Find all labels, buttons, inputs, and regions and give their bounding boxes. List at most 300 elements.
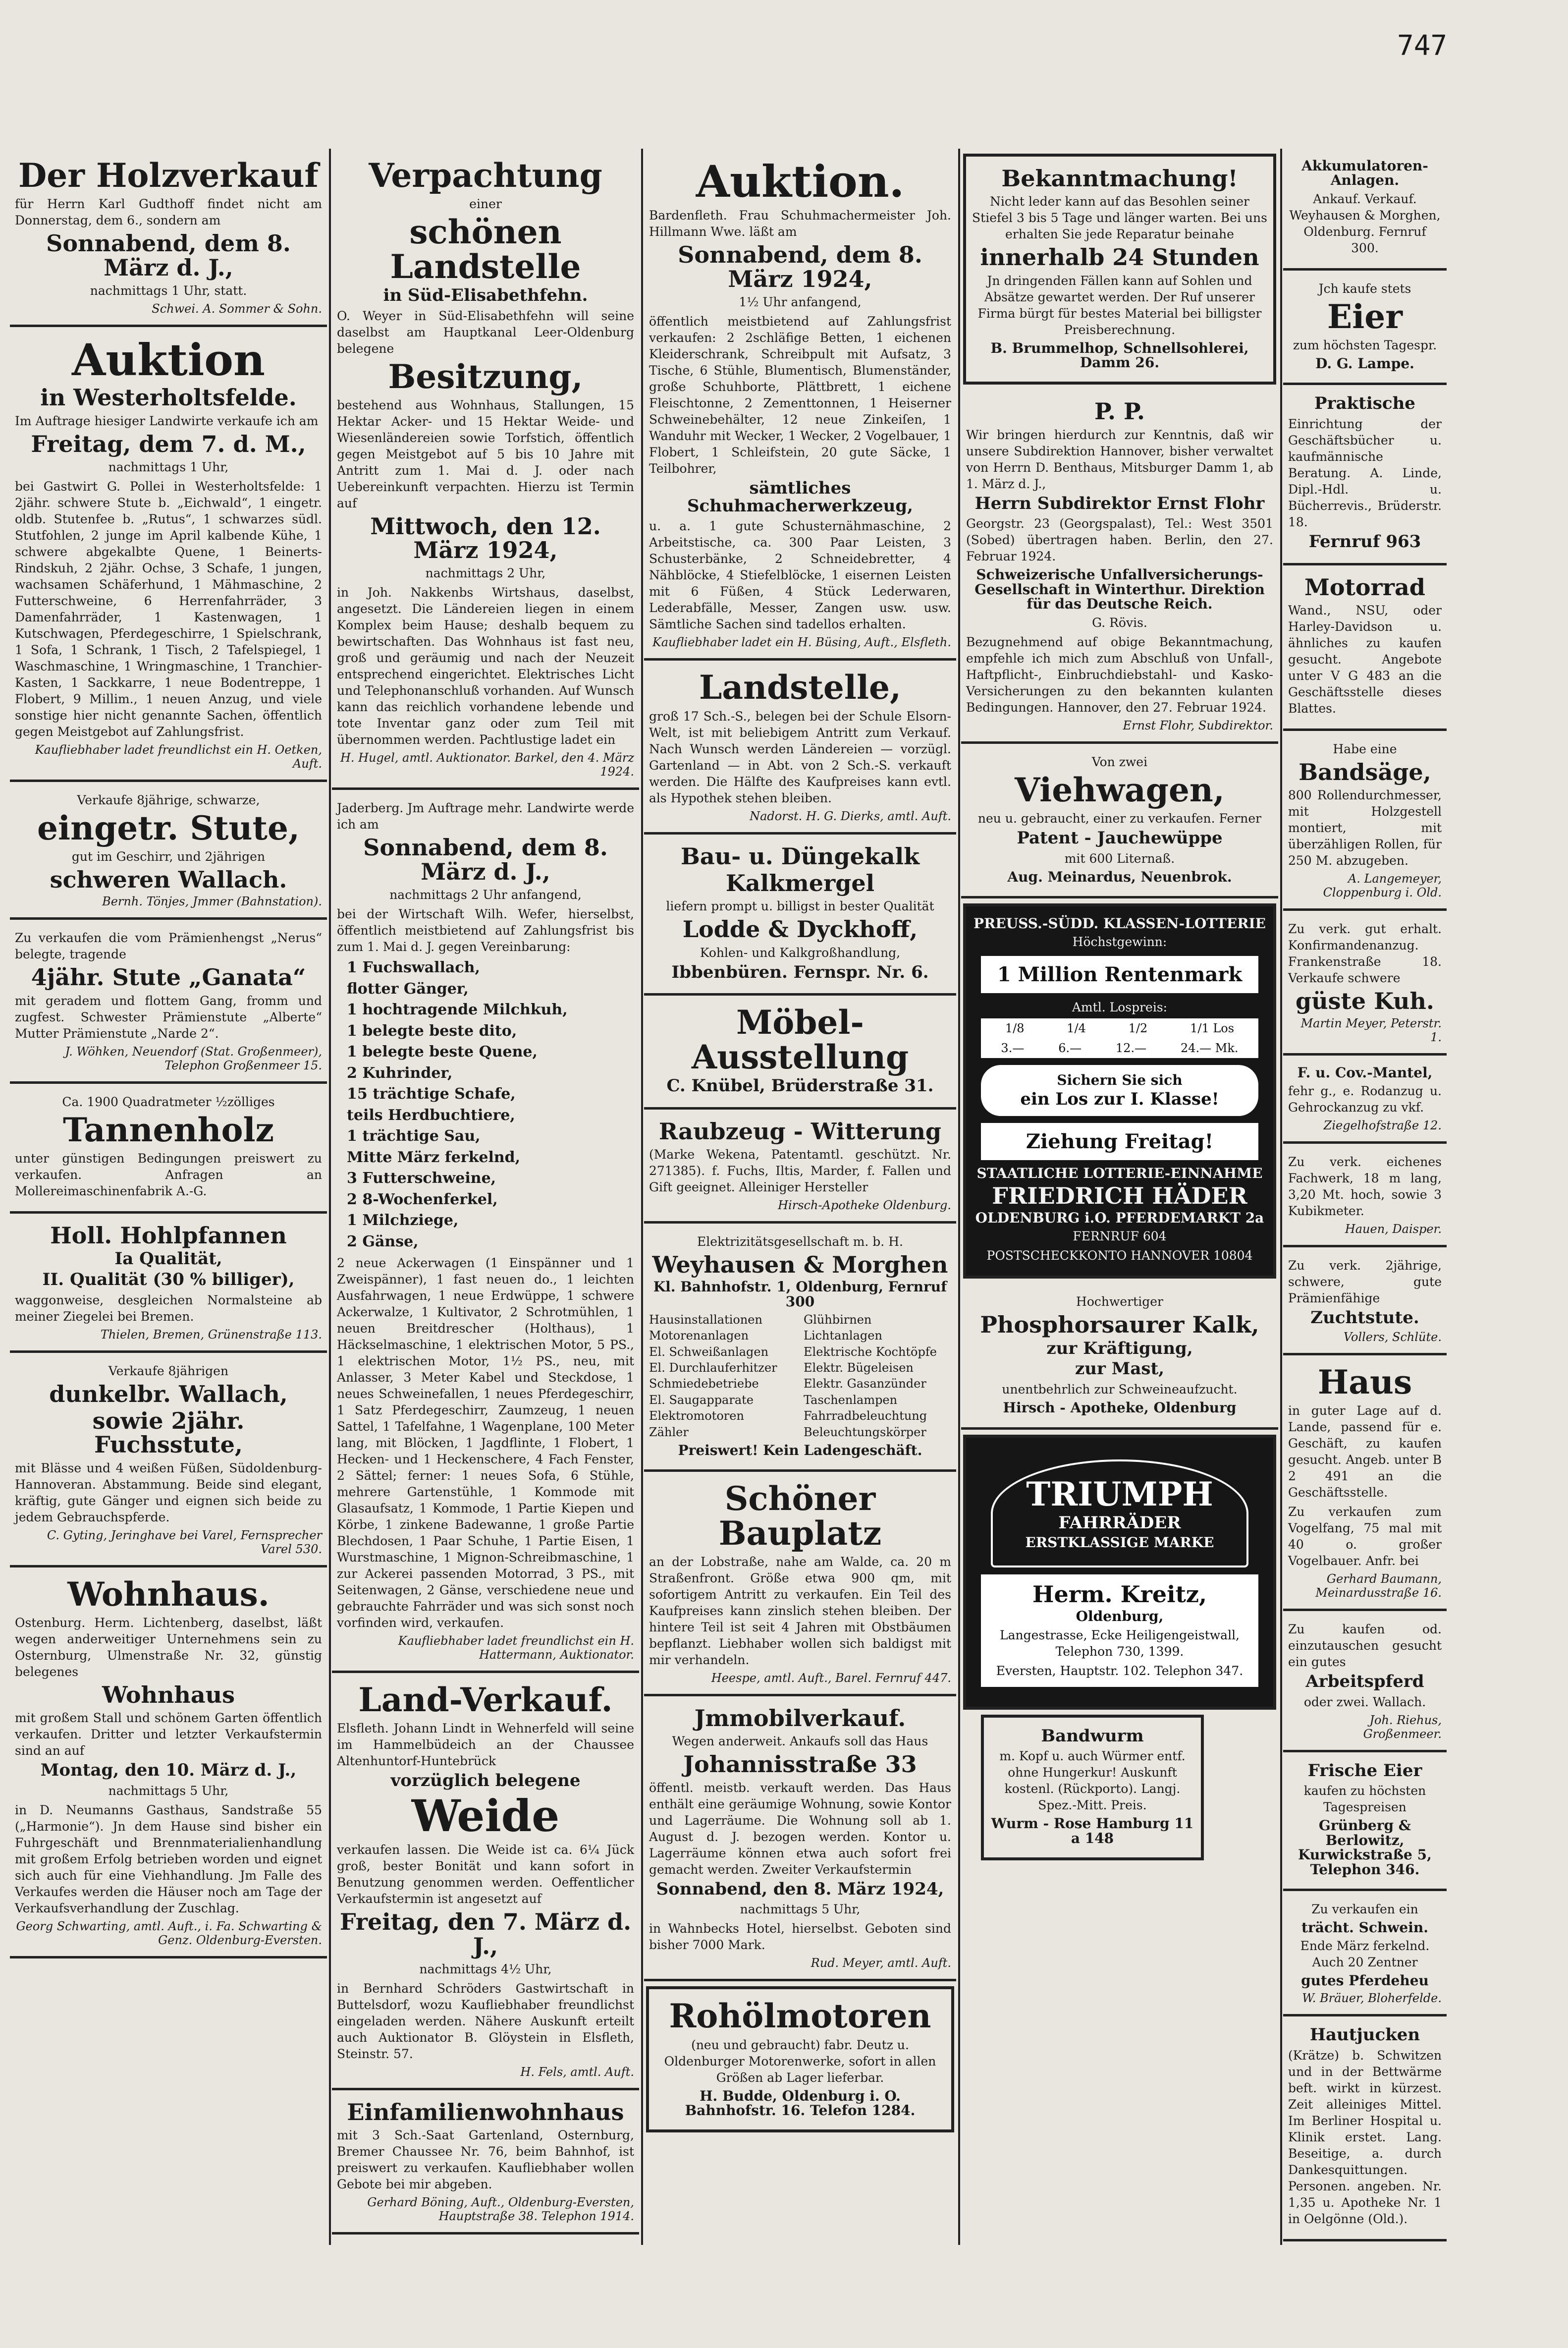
ad-signature: Martin Meyer, Peterstr. 1. [1300,1016,1442,1044]
ad-triumph-fahrraeder [963,1435,1276,1710]
ad-text: Elsfleth. Johann Lindt in Wehnerfeld will seine im Hammelbüdeich an der Chaussee Altenhuntorf-Huntebrück [337,1721,634,1769]
ad-headline: innerhalb 24 Stunden [980,244,1259,271]
column-rule [1280,149,1282,2245]
ad-text: O. Weyer in Süd-Elisabethfehn will seine daselbst am Hauptkanal Leer-Oldenburg belegene [337,308,634,356]
ad-akkumulatoren [1283,149,1447,271]
ad-headline: gutes Pferdeheu [1301,1972,1429,1989]
ad-holzverkauf [10,149,327,327]
ad-time: nachmittags 2 Uhr, [425,566,546,581]
column-rule [958,149,960,2245]
list-item: 1 Milchziege, [347,1212,459,1230]
ad-time: nachmittags 2 Uhr anfangend, [389,888,582,902]
ad-headline: Weide [411,1790,560,1842]
ad-stute-ganata [10,920,327,1083]
ad-headline: Johannisstraße 33 [683,1751,917,1778]
ad-text: 800 Rollendurchmesser, mit Holzgestell montiert, mit überzähligen Rollen, für 250 M. abzugeben. [1288,788,1442,868]
column-rule [641,149,643,2245]
ad-headline: Einfamilienwohnhaus [347,2099,624,2126]
ad-time: nachmittags 1 Uhr, [108,459,229,474]
ad-text: Eversten, Hauptstr. 102. Telephon 347. [996,1663,1244,1678]
ad-text: Zu verk. eichenes Fachwerk, 18 m lang, 3,20 Mt. hoch, sowie 3 Kubikmeter. [1288,1155,1442,1219]
ad-text: Hochwertiger [1076,1294,1163,1309]
ad-signature: W. Bräuer, Bloherfelde. [1302,1991,1442,2005]
ad-text: kaufen zu höchsten Tagespreisen [1303,1784,1426,1815]
list-item: 2 Kuhrinder, [347,1064,453,1082]
list-item: 1 belegte beste dito, [347,1022,517,1040]
ad-footer: FERNRUF 604 [1073,1229,1167,1244]
ad-text: Elektrizitätsgesellschaft m. b. H. [697,1234,903,1249]
ad-wallach [10,1353,327,1567]
column-5 [1283,149,1447,2255]
ad-date: Sonnabend, dem 8. März 1924, [678,241,922,292]
ad-time: nachmittags 5 Uhr, [108,1783,229,1798]
list-item: 15 trächtige Schafe, [347,1085,516,1103]
ad-headline: sämtliches Schuhmacherwerkzeug, [687,478,914,516]
column-3 [644,149,956,2255]
ad-bauplatz [644,1472,956,1696]
ad-text: groß 17 Sch.-S., belegen bei der Schule Elsorn-Welt, ist mit beliebigem Antritt zum Verkauf. Nach Wunsch werden Ländereien — vorzügl. Gartenland — in Abt. von 2 Sch.-S. verkauft werden. Die Hälfte des Kaufpreises kann evtl. als Hypothek stehen bleiben. [649,709,951,805]
ad-headline: Raubzeug - Witterung [658,1118,942,1145]
ad-text: Bardenfleth. Frau Schuhmachermeister Joh. Hillmann Wwe. läßt am [649,208,951,239]
ad-headline: Viehwagen, [1015,770,1225,809]
ad-motorrad [1283,565,1447,731]
list-item: flotter Gänger, [347,980,469,998]
ad-duengekalk [644,835,956,996]
ad-date: Sonnabend, dem 8. März d. J., [46,230,291,281]
lot-fraction-row [981,1018,1258,1038]
ad-headline: Herrn Subdirektor Ernst Flohr [974,493,1265,513]
ad-text: Bezugnehmend auf obige Bekanntmachung, empfehle ich mich zum Abschluß von Unfall-, Haftpflicht-, Einbruchdiebstahl- und Kasko-Versicherungen zu den bekannten kulanten Bedingungen. Hannover, den 27. Februar 1924. [966,634,1273,715]
ad-zuchtstute [1283,1247,1447,1355]
ad-headline: Landstelle, [699,668,902,707]
ad-text: in D. Neumanns Gasthaus, Sandstraße 55 („Harmonie“). Jn dem Hause sind bisher ein Fuhrgeschäft und Brennmaterialienhandlung mit großem Erfolg betrieben worden und eignet sich auch für eine Viehhandlung. Jm Falle des Verkaufes werden die Häuser noch am Tage der Verkaufsverhandlung der Zuschlag. [15,1802,322,1915]
ad-text: waggonweise, desgleichen Normalsteine ab meiner Ziegelei bei Bremen. [15,1292,322,1324]
ad-mantel [1283,1056,1447,1144]
ad-signature: H. Hugel, amtl. Auktionator. Barkel, den 4. März 1924. [340,751,634,779]
ad-subheadline: Oldenburg, [1076,1608,1164,1625]
lottery-cta [981,1065,1258,1116]
ad-signature: Kaufliebhaber ladet freundlichst ein H. Oetken, Auft. [35,742,322,771]
ad-raubzeug-witterung [644,1110,956,1224]
ad-headline: Phosphorsaurer Kalk, [980,1311,1259,1339]
ad-headline: Lodde & Dyckhoff, [682,916,918,943]
list-item: 1 belegte beste Quene, [347,1043,538,1061]
list-item: 1 trächtige Sau, [347,1127,481,1145]
ad-subheadline: II. Qualität (30 % billiger), [42,1270,295,1290]
ad-subheadline: zur Kräftigung, [1046,1338,1193,1358]
ad-text: Höchstgewinn: [1072,935,1167,950]
list-item: Glühbirnen [804,1312,872,1327]
ad-frische-eier [1283,1752,1447,1891]
ad-verpachtung [332,149,639,790]
ad-text: Im Auftrage hiesiger Landwirte verkaufe ich am [15,413,319,428]
ad-schwein-pferdeheu [1283,1891,1447,2016]
ad-immobilverkauf [644,1696,956,1981]
ad-text: unter günstigen Bedingungen preiswert zu verkaufen. Anfragen an Mollereimaschinenfabrik A.-G. [15,1151,322,1199]
ad-text: bei der Wirtschaft Wilh. Wefer, hierselbst, öffentlich meistbietend auf Zahlungsfrist bis zum 1. Mai d. J. gegen Vereinbarung: [337,907,634,954]
ad-headline: Fernruf 963 [1308,532,1421,552]
ad-text: Nicht leder kann auf das Besohlen seiner Stiefel 3 bis 5 Tage und länger warten. Bei uns erhalten Sie jede Reparatur beinahe [972,194,1267,242]
ad-signature: Kaufliebhaber ladet freundlichst ein H. Hattermann, Auktionator. [398,1634,634,1662]
ad-headline: Auktion. [696,156,905,207]
column-4 [961,149,1278,2255]
list-item: Mitte März ferkelnd, [347,1148,521,1166]
ad-auktion-bardenfleth [644,149,956,661]
ad-headline: eingetr. Stute, [37,808,300,847]
ad-headline: Rohölmotoren [669,1997,931,2036]
ad-jaderberg-auktion [332,790,639,1673]
ad-signature: Joh. Riehus, Großenmeer. [1363,1713,1442,1741]
ad-text: Zu verkaufen die vom Prämienhengst „Nerus“ belegte, tragende [15,931,322,962]
ad-klassenlotterie [963,903,1276,1279]
ad-headline: 1 Million Rentenmark [981,956,1258,993]
ad-signature: Grünberg & Berlowitz, Kurwickstraße 5, Telephon 346. [1298,1817,1432,1878]
ad-headline: Frische Eier [1307,1760,1422,1781]
ad-headline: Schöner Bauplatz [718,1479,882,1553]
ad-signature: C. Knübel, Brüderstraße 31. [666,1075,934,1096]
ad-buchfuehrung [1283,385,1447,565]
ad-top-line: PREUSS.-SÜDD. KLASSEN-LOTTERIE [973,915,1266,932]
ad-haus [1283,1355,1447,1611]
ad-text: mit großem Stall und schönem Garten öffentlich verkaufen. Dritter und letzter Verkaufstermin sind an auf [15,1711,322,1758]
ad-headline: dunkelbr. Wallach, [49,1380,288,1407]
ad-text: mit Blässe und 4 weißen Füßen, Südoldenburg-Hannoveran. Abstammung. Beide sind elegant, kräftig, gute Gänger und eignen sich beide zu jedem Gebrauchspferde. [15,1460,322,1524]
logo-text: TRIUMPH [1026,1474,1213,1513]
ad-signature: Ziegelhofstraße 12. [1323,1118,1442,1133]
ad-signature: Ibbenbüren. Fernspr. Nr. 6. [671,962,929,982]
ad-headline: schönen Landstelle [390,213,581,286]
ad-arbeitspferd [1283,1611,1447,1752]
ad-text: neu u. gebraucht, einer zu verkaufen. Ferner [977,811,1262,826]
ad-signature: Vollers, Schlüte. [1343,1330,1442,1344]
ad-signature: J. Wöhken, Neuendorf (Stat. Großenmeer), Telephon Großenmeer 15. [65,1044,322,1072]
ad-headline: Verpachtung [369,156,602,195]
ad-footer: Preiswert! Kein Ladengeschäft. [678,1442,922,1459]
ad-einfamilienwohnhaus [332,2090,639,2235]
ad-signature: Hauen, Daisper. [1345,1222,1442,1236]
list-item: 3 Futterschweine, [347,1170,496,1187]
ad-text: bestehend aus Wohnhaus, Stallungen, 15 Hektar Acker- und 15 Hektar Weide- und Wiesenländereien sowie Torfstich, öffentlich gegen Meistgebot auf 5 bis 10 Jahre mit Antritt zum 1. Mai d. J. oder nach Uebereinkunft verpachten. Hierzu ist Termin auf [337,397,634,510]
ad-text: Jn dringenden Fällen kann auf Sohlen und Absätze gewartet werden. Der Ruf unserer Firma bürgt für bestes Material bei billigster Preisberechnung. [977,273,1262,337]
lot-price: 6.— [1058,1041,1082,1056]
ad-text: Langestrasse, Ecke Heiligengeistwall, Telephon 730, 1399. [999,1627,1240,1659]
ad-headline: Patent - Jauchewüppe [1017,828,1223,848]
service-column-left [649,1312,797,1440]
ad-guste-kuh [1283,911,1447,1055]
service-column-right [804,1312,951,1440]
ad-headline: Holl. Hohlpfannen [50,1222,287,1249]
list-item: Fahrradbeleuchtung [804,1409,927,1423]
lot-price: 12.— [1115,1041,1147,1056]
ad-text: mit 600 Liternaß. [1064,851,1175,866]
list-item: 2 8-Wochenferkel, [347,1190,498,1208]
ad-tannenholz [10,1084,327,1214]
ad-footer: STAATLICHE LOTTERIE-EINNAHME [976,1165,1263,1182]
ad-phosphorsaurer-kalk [961,1284,1278,1429]
ad-headline: Jmmobilverkauf. [694,1705,906,1732]
service-list [649,1312,951,1440]
ad-headline: F. u. Cov.-Mantel, [1297,1064,1433,1081]
ad-date: Mittwoch, den 12. März 1924, [370,512,601,564]
list-item: 2 Gänse, [347,1232,419,1250]
ad-text: m. Kopf u. auch Würmer entf. ohne Hungerkur! Auskunft kostenl. (Rückporto). Langj. Spez.-Mitt. Preis. [999,1749,1186,1813]
ad-headline: Weyhausen & Morghen [652,1251,948,1278]
ad-headline: Tannenholz [62,1110,274,1149]
ad-headline: Wohnhaus. [67,1574,270,1614]
ad-text: Kohlen- und Kalkgroßhandlung, [700,945,901,960]
ad-signature: Georg Schwarting, amtl. Auft., i. Fa. Schwarting & Genz. Oldenburg-Eversten. [16,1919,322,1947]
ad-signature: Thielen, Bremen, Grünenstraße 113. [100,1327,322,1342]
ad-stute [10,782,327,920]
ad-text: verkaufen lassen. Die Weide ist ca. 6¼ Jück groß, bester Bonität und kann sofort in Benutzung genommen werden. Oeffentlicher Verkaufstermin ist angesetzt auf [337,1843,634,1906]
ad-signature: Gerhard Baumann, Meinardusstraße 16. [1315,1572,1442,1600]
list-item: El. Durchlauferhitzer [649,1361,777,1375]
ad-text: Wand., NSU, oder Harley-Davidson u. ähnliches zu kaufen gesucht. Angebote unter V G 483 an die Geschäftsstelle dieses Blattes. [1288,603,1442,716]
ad-text: fehr g., e. Rodanzug u. Gehrockanzug zu vkf. [1288,1084,1442,1115]
triumph-logo [991,1459,1248,1567]
ad-signature: Rud. Meyer, amtl. Auft. [811,1956,951,1970]
ad-text: Georgstr. 23 (Georgspalast), Tel.: West 3501 (Sobed) übertragen haben. Berlin, den 27. Februar 1924. [966,516,1273,564]
ad-text: zum höchsten Tagespr. [1293,338,1437,353]
list-item: Elektrische Kochtöpfe [804,1344,937,1359]
ad-text: Wir bringen hierdurch zur Kenntnis, daß wir unsere Subdirektion Hannover, bisher verwaltet von Herrn D. Benthaus, Mitsburger Damm 1, ab 1. März d. J., [966,427,1273,491]
column-2 [332,149,639,2255]
ad-time: 1½ Uhr anfangend, [739,294,862,309]
ad-headline: sowie 2jähr. Fuchsstute, [92,1407,245,1458]
ad-headline: Motorrad [1304,573,1425,601]
ad-signature: Wurm - Rose Hamburg 11 a 148 [991,1815,1194,1846]
ad-text: G. Rövis. [1092,615,1147,630]
ad-text: mit 3 Sch.-Saat Gartenland, Osternburg, Bremer Chaussee Nr. 76, beim Bahnhof, ist preiswert zu verkaufen. Kaufliebhaber wollen Gebote bei mir abgeben. [337,2128,634,2192]
list-item: Schmiedebetriebe [649,1377,759,1391]
ad-signature: Heespe, amtl. Auft., Barel. Fernruf 447. [711,1671,951,1685]
ad-signature: Hirsch-Apotheke Oldenburg. [778,1198,951,1212]
ad-text: (Krätze) b. Schwitzen und in der Bettwärme beft. wirkt in kürzest. Zeit alleiniges Mittel. Im Berliner Hospital u. Klinik erstet. Lang. Beseitige, a. durch Dankesquittungen. Personen. angeben. Nr. 1,35 u. Apotheke Nr. 1 in Oelgönne (Old.). [1288,2048,1442,2226]
ad-signature: Aug. Meinardus, Neuenbrok. [1007,868,1232,885]
ad-headline: Hautjucken [1309,2024,1420,2045]
ad-text: (Marke Wekena, Patentamtl. geschützt. Nr. 271385). f. Fuchs, Iltis, Marder, f. Fallen und Gift geeignet. Alleiniger Hersteller [649,1147,951,1194]
ad-headline: Bandsäge, [1298,759,1431,786]
ad-signature: A. Langemeyer, Cloppenburg i. Old. [1323,872,1442,900]
ad-signature: D. G. Lampe. [1315,355,1414,372]
ad-bekanntmachung [963,154,1276,385]
ad-text: Zu verkaufen zum Vogelfang, 75 mal mit 40 o. großer Vogelbauer. Anfr. bei [1288,1505,1442,1568]
ad-footer: OLDENBURG i.O. PFERDEMARKT 2a [975,1210,1264,1227]
ad-headline: Praktische [1314,393,1415,414]
ad-date: Freitag, den 7. März d. J., [339,1908,632,1959]
ad-text: Ende März ferkelnd. Auch 20 Zentner [1300,1939,1430,1970]
ad-headline: P. P. [1094,398,1145,425]
ad-wohnhaus [10,1567,327,1958]
ad-time: nachmittags 4½ Uhr, [419,1962,552,1977]
ad-headline: Arbeitspferd [1305,1672,1424,1692]
list-item: Taschenlampen [804,1393,898,1407]
ad-bandsaege [1283,731,1447,911]
ad-fachwerk [1283,1144,1447,1247]
list-item: teils Herdbuchtiere, [347,1106,515,1124]
ad-headline: Akkumulatoren-Anlagen. [1301,158,1428,189]
list-item: El. Schweißanlagen [649,1344,769,1359]
ad-text: Ankauf. Verkauf. Weyhausen & Morghen, Oldenburg. Fernruf 300. [1289,191,1441,255]
list-item: Elektr. Gasanzünder [804,1377,926,1391]
ad-text: Jaderberg. Jm Auftrage mehr. Landwirte werde ich am [337,801,634,832]
ad-headline: Bau- u. Düngekalk [681,842,919,870]
ad-headline: Land-Verkauf. [358,1680,613,1720]
ad-headline: güste Kuh. [1296,988,1434,1015]
ad-subheadline: zur Mast, [1075,1359,1165,1379]
ad-footer: POSTSCHECKKONTO HANNOVER 10804 [986,1248,1253,1263]
lot-fraction: 1/1 Los [1190,1021,1235,1036]
ad-text: Verkaufe 8jährige, schwarze, [77,792,260,807]
ad-hohlpfannen [10,1214,327,1353]
ad-text: öffentl. meistb. verkauft werden. Das Haus enthält eine geräumige Wohnung, sowie Kontor und Lagerräume. Die Wohnung soll ab 1. August d. J. bezogen werden. Kontor u. Lagerräume können etwa auch sofort frei gemacht werden. Zweiter Verkaufstermin [649,1780,951,1877]
ad-signature: Schwei. A. Sommer & Sohn. [152,301,322,316]
ad-headline: Möbel-Ausstellung [691,1003,909,1076]
ad-text: (neu und gebraucht) fabr. Deutz u. Oldenburger Motorenwerke, sofort in allen Größen ab Lager lieferbar. [664,2037,936,2085]
list-item: El. Saugapparate [649,1393,754,1407]
list-item: Motorenanlagen [649,1329,749,1343]
ad-versicherung [961,390,1278,743]
ad-eier-lampe [1283,271,1447,386]
ad-date: Sonnabend, dem 8. März d. J., [363,834,608,885]
ad-text: Verkaufe 8jährigen [108,1363,229,1378]
ad-text: für Herrn Karl Gudthoff findet nicht am Donnerstag, dem 6., sondern am [15,197,322,228]
ad-text: Ostenburg. Herm. Lichtenberg, daselbst, läßt wegen anderweitiger Unternehmens sein zu Osternburg, Ulmenstraße Nr. 32, günstig belegenes [15,1615,322,1679]
ad-hautjucken [1283,2016,1447,2241]
ad-signature: H. Fels, amtl. Auft. [520,2065,634,2079]
ad-date: Montag, den 10. März d. J., [40,1760,297,1781]
ad-text: einer [469,197,502,212]
ad-headline: Wohnhaus [102,1681,235,1708]
lottery-draw-date: Ziehung Freitag! [981,1123,1258,1160]
ad-text: Zu verk. gut erhalt. Konfirmandenanzug. Frankenstraße 18. Verkaufe schwere [1288,922,1442,986]
ad-headline: Besitzung, [388,357,583,396]
list-item: 1 Fuchswallach, [347,959,480,977]
ad-headline: Bekanntmachung! [1001,165,1238,192]
ad-headline: Haus [1317,1362,1412,1401]
ad-headline: schweren Wallach. [50,866,287,894]
ad-moebel-ausstellung [644,996,956,1109]
list-item: Elektromotoren [649,1409,744,1423]
ad-text: Jch kaufe stets [1318,281,1411,296]
ad-headline: trächt. Schwein. [1301,1919,1428,1936]
ad-signature: B. Brummelhop, Schnellsohlerei, Damm 26. [990,339,1249,371]
ad-signature: Hirsch - Apotheke, Oldenburg [1003,1399,1237,1416]
logo-text: ERSTKLASSIGE MARKE [1025,1534,1214,1551]
ad-text: Von zwei [1091,754,1148,769]
ad-text: in Joh. Nakkenbs Wirtshaus, daselbst, angesetzt. Die Ländereien liegen in einem Komplex beim Hause; deshalb bequem zu bewirtschaften. Das Wohnhaus ist fast neu, groß und geräumig und nach der Neuzeit entsprechend eingerichtet. Elektrisches Licht und Telephonanschluß vorhanden. Auf Wunsch kann das reichlich vorhandene lebende und tote Inventar ganz oder zum Teil mit übernommen werden. Pachtlustige ladet ein [337,585,634,747]
ad-time: nachmittags 1 Uhr, statt. [90,283,247,298]
ad-text: u. a. 1 gute Schusternähmaschine, 2 Arbeitstische, ca. 300 Paar Leisten, 3 Schusterbänke, 2 Schneidebretter, 4 Nähblöcke, 4 Stiefelblöcke, 1 eisernen Leisten mit 6 Füßen, 4 Stück Lederwaren, Lederabfälle, Messer, Zangen usw. usw. Sämtliche Sachen sind tadellos erhalten. [649,519,951,632]
ad-headline: Kalkmergel [725,869,875,896]
ad-date: Sonnabend, den 8. März 1924, [656,1879,944,1899]
ad-signature: H. Budde, Oldenburg i. O. Bahnhofstr. 16. Telefon 1284. [685,2087,916,2119]
ad-subheadline: Ia Qualität, [114,1249,222,1269]
ad-headline: Schweizerische Unfallversicherungs-Gesellschaft in Winterthur. Direktion für das Deutsche Reich. [974,566,1265,613]
ad-footer: FRIEDRICH HÄDER [992,1182,1247,1209]
lot-fraction: 1/8 [1005,1021,1025,1036]
ad-text: Zu verkaufen ein [1311,1902,1418,1917]
list-item: Hausinstallationen [649,1312,762,1327]
ad-signature: Kaufliebhaber ladet ein H. Büsing, Auft., Elsfleth. [652,635,951,650]
ad-text: Amtl. Lospreis: [1072,1000,1168,1015]
ad-subheadline: in Westerholtsfelde. [40,384,297,411]
dealer-box [981,1574,1258,1687]
ad-time: nachmittags 5 Uhr, [740,1902,861,1917]
ad-text: unentbehrlich zur Schweineaufzucht. [1002,1382,1238,1397]
ad-headline: Auktion [72,334,265,386]
ad-text: in guter Lage auf d. Lande, passend für e. Geschäft, zu kaufen gesucht. Angeb. unter B 2 491 an die Geschäftsstelle. [1288,1403,1442,1500]
ad-headline: Bandwurm [1041,1726,1144,1746]
ad-text: an der Lobstraße, nahe am Walde, ca. 20 m Straßenfront. Größe etwa 900 qm, mit sofortigem Antritt zu verkaufen. Ein Teil des Kaufpreises kann zinslich stehen bleiben. Der hintere Teil ist seit 4 Jahren mit Obstbäumen bepflanzt. Liebhaber wollen sich baldigst mit mir verhandeln. [649,1555,951,1667]
list-item: Zähler [649,1425,689,1439]
ad-signature: Gerhard Böning, Auft., Oldenburg-Eversten, Hauptstraße 38. Telephon 1914. [367,2195,634,2224]
ad-viehwagen [961,744,1278,898]
ad-headline: 4jähr. Stute „Ganata“ [31,964,306,991]
ad-text: Einrichtung der Geschäftsbücher u. kaufmännische Beratung. A. Linde, Dipl.-Hdl. u. Bücherrevis., Brüderstr. 18. [1288,417,1442,530]
ad-signature: Nadorst. H. G. Dierks, amtl. Auft. [750,809,951,823]
ad-text: öffentlich meistbietend auf Zahlungsfrist verkaufen: 2 2schläfige Betten, 1 eichenen Kleiderschrank, Schreibpult mit Aufsatz, 3 Tische, 6 Stühle, Blumentisch, Blumenständer, große Schuhborte, Plättbrett, 1 eichene Fleischtonne, 2 Zementtonnen, 1 Heiserner Schweinebehälter, 12 neue Zinkeiſen, 1 Wanduhr mit Wecker, 1 Wecker, 2 Vogelbauer, 1 Flobert, 1 Schleifstein, 20 gute Säcke, 1 Teilbohrer, [649,314,951,476]
lot-fraction: 1/4 [1067,1021,1086,1036]
ad-subheadline: vorzüglich belegene [390,1771,581,1791]
ad-text: 2 neue Ackerwagen (1 Einspänner und 1 Zweispänner), 1 fast neuen do., 1 leichten Ausfahrwagen, 1 neue Erdwüppe, 1 schwere Ackerwalze, 1 Kultivator, 2 Schrotmühlen, 1 neuen Breitdrescher (Holthaus), 1 Häckselmaschine, 1 elektrischen Motor, 5 PS., 1 elektrischen Motor, 1½ PS., neu, mit Anlasser, 3 Meter Kabel und Steckdose, 1 neues Schweinefallen, 1 neues Pferdegeschirr, 1 Satz Pferdegeschirr, Zaumzeug, 1 neuen Sattel, 1 Tafelfahne, 1 Wagenplane, 100 Meter lang, mit Blöcken, 1 Jagdflinte, 1 Flobert, 1 Hecken- und 1 Heckenschere, 4 Fach Fenster, 2 Sättel; ferner: 1 neues Sofa, 6 Stühle, mehrere Gartenstühle, 1 Kommode mit Glasaufsatz, 1 Kommode, 1 Partie Kiepen und Körbe, 1 zinkene Badewanne, 1 große Partie Blechdosen, 1 Paar Schuhe, 1 Partie Eisen, 1 Wurstmaschine, 1 Mignon-Schreibmaschine, 1 zur Ackerei passenden Motorrad, 3 PS., mit Seitenwagen, 2 Gänse, verschiedene neue und gebrauchte Fahrräder und was sich sonst noch vorfinden wird, verkaufen. [337,1256,634,1630]
lot-price: 3.— [1001,1041,1025,1056]
ad-text: Wegen anderweit. Ankaufs soll das Haus [672,1734,928,1749]
ad-text: gut im Geschirr, und 2jährigen [71,849,266,864]
ad-text: Habe eine [1333,742,1397,757]
ad-headline: Eier [1327,297,1403,336]
ad-weyhausen-morghen [644,1224,956,1472]
ad-text: oder zwei. Wallach. [1303,1694,1426,1709]
ad-text: in Wahnbecks Hotel, hierselbst. Geboten sind bisher 7000 Mark. [649,1921,951,1953]
ad-text: Zu kaufen od. einzutauschen gesucht ein gutes [1288,1622,1442,1670]
ad-subheadline: Kl. Bahnhofstr. 1, Oldenburg, Fernruf 300 [653,1279,947,1310]
list-item: Lichtanlagen [804,1329,882,1343]
ad-text: bei Gastwirt G. Pollei in Westerholtsfelde: 1 2jähr. schwere Stute b. „Eichwald“, 1 eingetr. oldb. Stutenfee b. „Rutus“, 1 schwarzes südl. Stutfohlen, 2 junge im April kalbende Kühe, 1 schwere abgekalbte Quene, 1 Beinerts-Rindskuh, 2 2jähr. Ochse, 3 Schafe, 1 jungen, wachsamen Schäferhund, 1 Mähmaschine, 2 Futterschweine, 6 Herrenfahrräder, 3 Damenfahrräder, 1 Kastenwagen, 1 Kutschwagen, Pferdegeschirre, 1 Spielschrank, 1 Sofa, 1 Schrank, 1 Tisch, 2 Tafelspiegel, 1 Waschmaschine, 1 Wringmaschine, 1 Tranchier-Kasten, 1 Sackkarre, 1 neue Bodentreppe, 1 Flobert, 9 Millim., 1 neuen Anzug, und viele sonstige hier nicht genannte Sachen, öffentlich gegen Meistgebot auf Zahlungsfrist. [15,479,322,739]
ad-headline: Zuchtstute. [1310,1308,1419,1328]
lot-fraction: 1/2 [1128,1021,1148,1036]
ad-text: Sichern Sie sich [1057,1072,1183,1089]
lot-price: 24.— Mk. [1180,1041,1239,1056]
ad-text: ein Los zur I. Klasse! [1020,1089,1219,1109]
list-item: Beleuchtungskörper [804,1425,926,1439]
ad-text: mit geradem und flottem Gang, fromm und zugfest. Schwester Prämienstute „Alberte“ Mutter Prämienstute „Narde 2“. [15,993,322,1041]
ad-text: in Bernhard Schröders Gastwirtschaft in Buttelsdorf, wozu Kaufliebhaber freundlichst eingeladen werden. Nähere Auskunft erteilt auch Auktionator B. Glöystein in Elsfleth, Steinstr. 57. [337,1981,634,2062]
ad-headline: Der Holzverkauf [18,156,319,195]
ad-auktion-westerholtsfelde [10,327,327,782]
ad-signature: Ernst Flohr, Subdirektor. [1123,718,1273,732]
page-number: 747 [1397,30,1448,62]
ad-rohoelmotoren [646,1986,954,2132]
ad-text: liefern prompt u. billigst in bester Qualität [666,899,934,914]
column-1 [10,149,327,2255]
ad-text: Ca. 1900 Quadratmeter ½zölliges [62,1094,275,1109]
item-list [337,958,634,1252]
column-rule [329,149,331,2245]
list-item: 1 hochtragende Milchkuh, [347,1001,568,1019]
ad-headline: Herm. Kreitz, [1032,1580,1207,1608]
ad-landstelle [644,661,956,834]
ad-text: Zu verk. 2jährige, schwere, gute Prämienfähige [1288,1258,1442,1306]
ad-subheadline: in Süd-Elisabethfehn. [383,285,588,305]
ad-signature: C. Gyting, Jeringhave bei Varel, Fernsprecher Varel 530. [47,1528,322,1556]
ad-bandwurm [981,1715,1204,1860]
ad-land-verkauf [332,1673,639,2090]
list-item: Elektr. Bügeleisen [804,1361,914,1375]
lot-price-row [981,1038,1258,1058]
logo-text: FAHRRÄDER [1058,1512,1181,1533]
ad-signature: Bernh. Tönjes, Jmmer (Bahnstation). [102,894,322,909]
